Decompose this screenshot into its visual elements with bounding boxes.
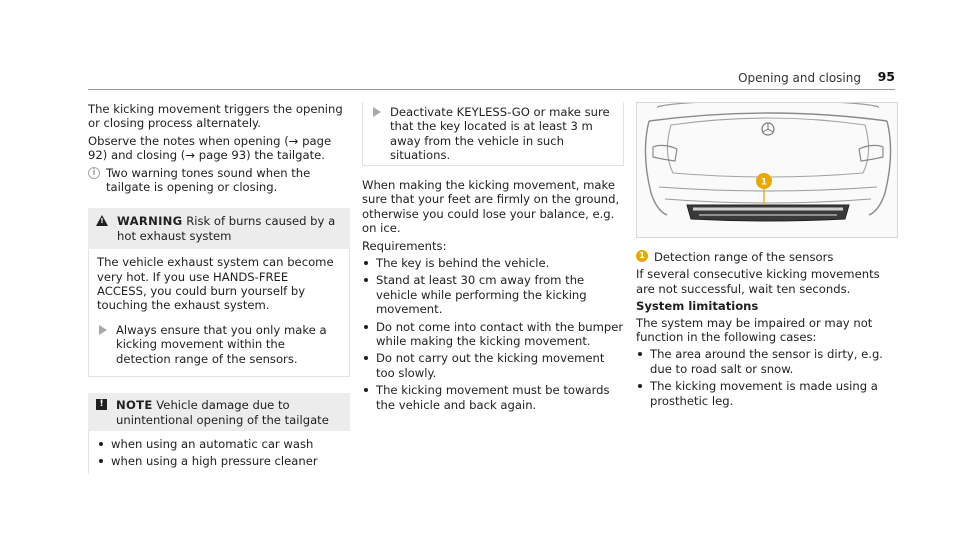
warning-header — [88, 208, 350, 249]
list-item: when using a high pressure cleaner — [97, 454, 350, 468]
vehicle-rear-figure — [636, 102, 898, 238]
system-limitations-heading: System limitations — [636, 299, 759, 314]
observe-notes-text: Observe the notes when opening (→ page 92) and closing (→ page 93) the tailgate. — [88, 133, 332, 163]
warning-continuation-box — [362, 102, 624, 166]
legend-callout-badge: 1 — [636, 250, 648, 262]
warning-box — [88, 208, 350, 377]
list-item: The key is behind the vehicle. — [362, 256, 624, 270]
action-arrow-icon — [99, 325, 107, 335]
balance-text: When making the kicking movement, make sure that your feet are firmly on the ground, otherwise you could lose your balance, e.g. on ice. — [362, 178, 620, 236]
warning-label: WARNING — [117, 214, 183, 229]
note-header — [88, 393, 350, 431]
list-item: The kicking movement is made using a prosthetic leg. — [636, 379, 898, 408]
note-box — [88, 393, 350, 474]
note-body — [88, 431, 350, 474]
list-item: Stand at least 30 cm away from the vehicle while performing the kicking movement. — [362, 273, 624, 316]
page-number: 95 — [877, 69, 895, 84]
warning-title: Risk of burns caused by a hot exhaust system — [117, 214, 336, 243]
info-icon: i — [88, 167, 100, 179]
list-item: when using an automatic car wash — [97, 437, 350, 451]
info-note — [88, 166, 350, 195]
warning-action — [97, 323, 341, 366]
column-1 — [88, 102, 350, 474]
vehicle-rear-illustration — [637, 103, 898, 238]
column-2 — [362, 102, 624, 415]
list-item: The area around the sensor is dirty, e.g. due to road salt or snow. — [636, 347, 898, 376]
list-item: Do not come into contact with the bumper while making the kicking movement. — [362, 320, 624, 349]
header-rule — [88, 89, 895, 90]
note-title: Vehicle damage due to unintentional opening of the tailgate — [116, 398, 329, 427]
requirements-label: Requirements: — [362, 238, 447, 253]
figure-legend — [636, 250, 898, 264]
warning-triangle-icon: ! — [96, 215, 108, 226]
sensor-detection-area — [687, 205, 849, 221]
list-item: The kicking movement must be towards the vehicle and back again. — [362, 383, 624, 412]
legend-text: Detection range of the sensors — [654, 250, 834, 264]
section-title: Opening and closing — [738, 71, 861, 85]
page-header — [0, 0, 960, 95]
intro-text: The kicking movement triggers the opening or closing process alternately. — [88, 102, 343, 131]
limitations-intro: The system may be impaired or may not function in the following cases: — [636, 315, 873, 345]
list-item: Do not carry out the kicking movement too slowly. — [362, 351, 624, 380]
warning-body — [88, 249, 350, 377]
note-label: NOTE — [116, 398, 153, 413]
note-stop-icon: ! — [96, 399, 107, 410]
requirements-list — [362, 256, 624, 412]
figure-callout-number: 1 — [760, 177, 768, 188]
note-list — [97, 437, 350, 469]
warning-body-text: The vehicle exhaust system can become very hot. If you use HANDS-FREE ACCESS, you could burn yourself by touching the exhaust system. — [97, 255, 334, 313]
action-arrow-icon — [373, 107, 381, 117]
column-3 — [636, 102, 898, 411]
deactivate-action-text: Deactivate KEYLESS-GO or make sure that the key located is at least 3 m away from the vehicle in such situations. — [390, 105, 610, 163]
unsuccessful-text: If several consecutive kicking movements are not successful, wait ten seconds. — [636, 267, 880, 296]
info-text: Two warning tones sound when the tailgate is opening or closing. — [106, 165, 311, 195]
deactivate-action — [371, 105, 615, 163]
limitations-list — [636, 347, 898, 408]
warning-action-text: Always ensure that you only make a kicking movement within the detection range of the sensors. — [116, 322, 327, 366]
